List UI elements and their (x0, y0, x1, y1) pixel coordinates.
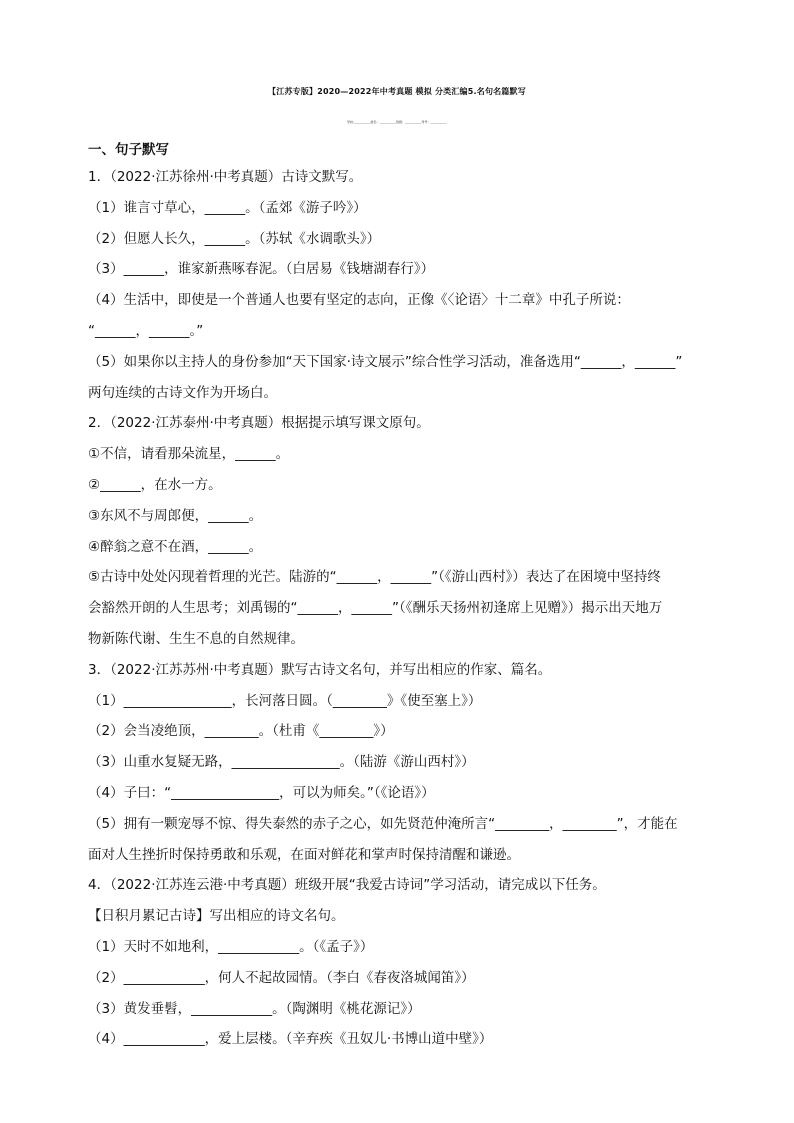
question-2-item-5-cont: 物新陈代谢、生生不息的自然规律。 (88, 630, 304, 647)
question-4-stem: 4．（2022·江苏连云港·中考真题）班级开展“我爱古诗词”学习活动，请完成以下任务。 (88, 877, 606, 894)
question-2-item-5-cont: 会豁然开朗的人生思考；刘禹锡的“______，______”（《酬乐天扬州初逢席上见赠》）揭示出天地万 (88, 600, 663, 617)
question-3-item-1: （1）________________，长河落日圆。（________》《使至塞上》） (88, 692, 482, 709)
document-title: 【江苏专版】2020—2022年中考真题 模拟 分类汇编5.名句名篇默写 (268, 87, 526, 96)
question-3-stem: 3．（2022·江苏苏州·中考真题）默写古诗文名句，并写出相应的作家、篇名。 (88, 661, 552, 678)
document-body (88, 138, 708, 1055)
question-1-item-2: （2）但愿人长久，______。（苏轼《水调歌头》） (88, 230, 381, 247)
student-info-line: 学校:___________姓名：___________班级：___________考号：___________ (346, 120, 447, 124)
question-2-item-1: ①不信，请看那朵流星，______。 (88, 446, 290, 463)
section-heading: 一、句子默写 (88, 142, 169, 158)
question-3-item-5-cont: 面对人生挫折时保持勇敢和乐观，在面对鲜花和掌声时保持清醒和谦逊。 (88, 846, 520, 863)
question-3-item-4: （4）子曰：“________________，可以为师矣。”（《论语》） (88, 784, 435, 801)
question-1-item-3: （3）______，谁家新燕啄春泥。（白居易《钱塘湖春行》） (88, 261, 435, 278)
question-2-stem: 2．（2022·江苏泰州·中考真题）根据提示填写课文原句。 (88, 415, 430, 432)
question-2-item-5: ⑤古诗中处处闪现着哲理的光芒。陆游的“______，______”（《游山西村》）表达了在困境中坚持终 (88, 569, 661, 586)
question-3-item-3: （3）山重水复疑无路，________________。（陆游《游山西村》） (88, 754, 475, 771)
question-4-item-1: （1）天时不如地利，____________。（《孟子》） (88, 938, 374, 955)
question-1-stem: 1．（2022·江苏徐州·中考真题）古诗文默写。 (88, 169, 363, 185)
question-3-item-2: （2）会当凌绝顶，________。（杜甫《________》） (88, 723, 394, 740)
question-4-item-2: （2）____________，何人不起故园情。（李白《春夜洛城闻笛》） (88, 969, 475, 986)
question-2-item-2: ②______，在水一方。 (88, 476, 222, 493)
question-4-item-3: （3）黄发垂髫，____________。（陶渊明《桃花源记》） (88, 1000, 421, 1017)
question-1-item-5-cont: 两句连续的古诗文作为开场白。 (88, 384, 277, 401)
question-1-item-4: （4）生活中，即使是一个普通人也要有坚定的志向，正像《〈论语〉十二章》中孔子所说： (88, 292, 630, 309)
question-1-item-5: （5）如果你以主持人的身份参加“天下国家·诗文展示”综合性学习活动，准备选用“______，______” (88, 353, 683, 370)
question-3-item-5: （5）拥有一颗宠辱不惊、得失泰然的赤子之心，如先贤范仲淹所言“________，________”，才能在 (88, 815, 678, 832)
question-2-item-3: ③东风不与周郎便，______。 (88, 507, 263, 524)
question-4-task-heading: 【日积月累记古诗】写出相应的诗文名句。 (88, 908, 345, 925)
question-1-item-4-blanks: “______，______。” (88, 322, 204, 339)
question-2-item-4: ④醉翁之意不在酒，______。 (88, 538, 263, 555)
question-4-item-4: （4）____________，爱上层楼。（辛弃疾《丑奴儿·书博山道中壁》） (88, 1031, 493, 1048)
question-1-item-1: （1）谁言寸草心，______。（孟郊《游子吟》） (88, 199, 367, 216)
